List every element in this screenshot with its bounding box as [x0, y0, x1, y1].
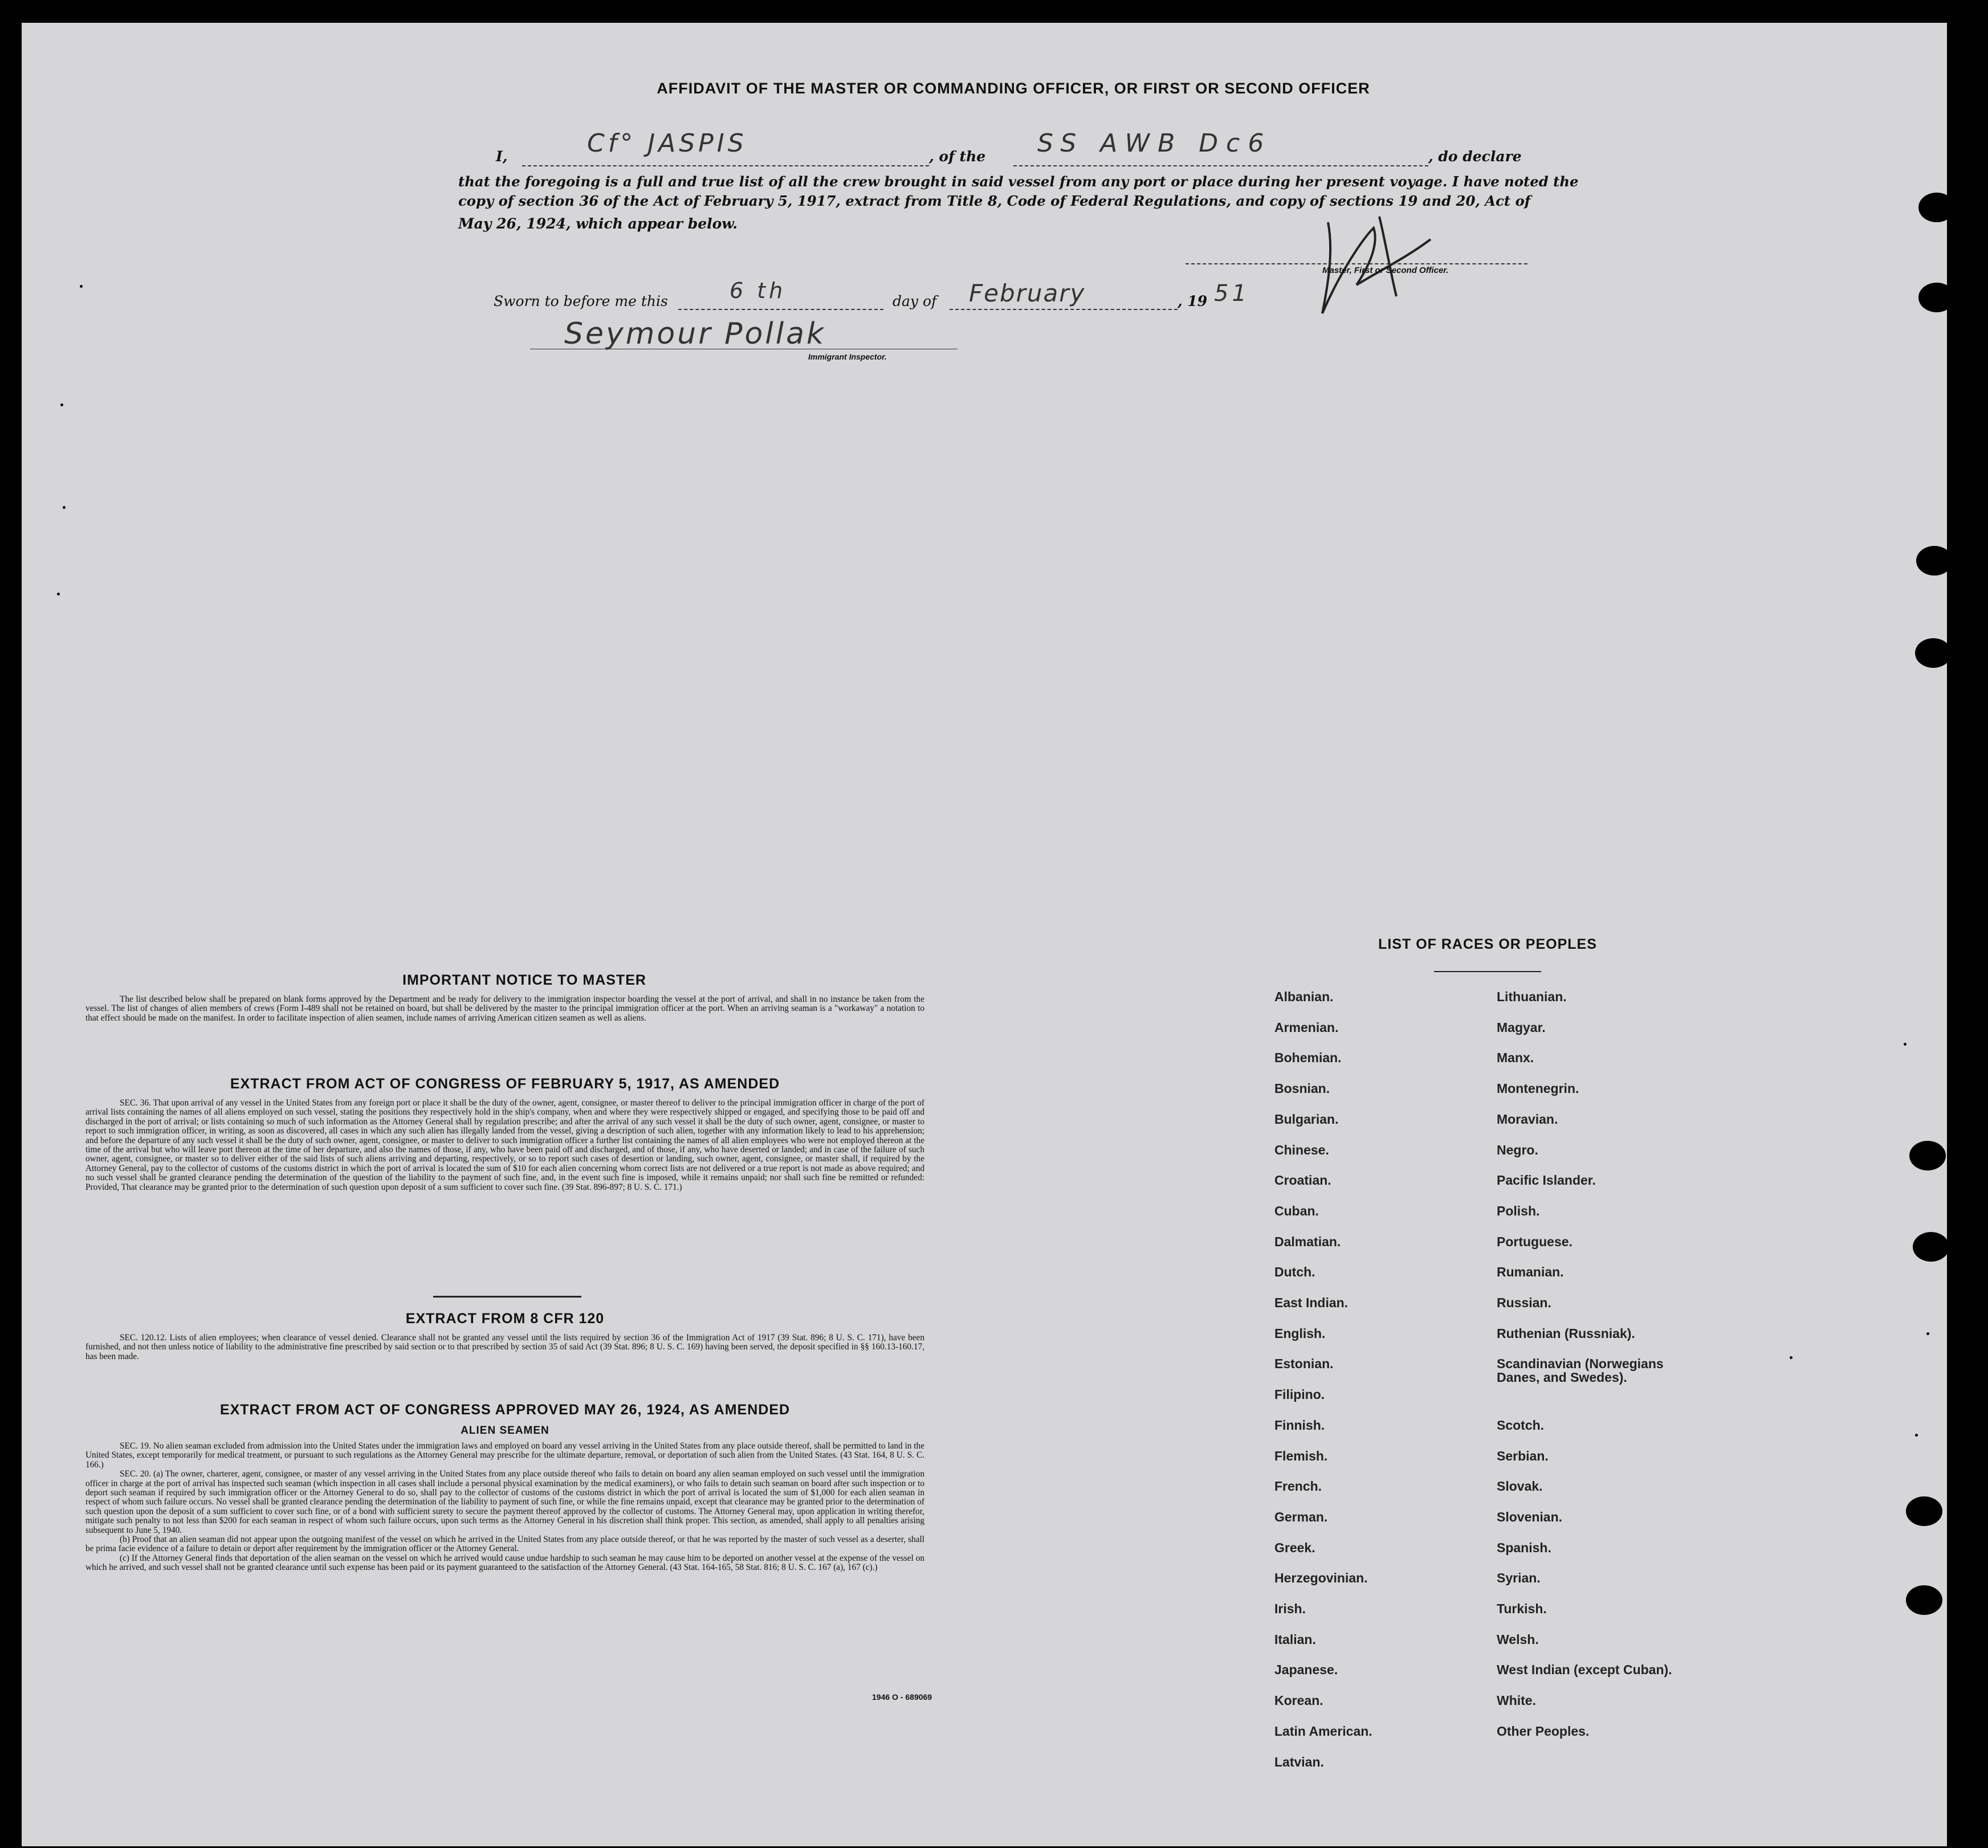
scan-speck [1915, 1434, 1918, 1437]
race-item: Rumanian. [1497, 1264, 1564, 1280]
race-item: Japanese. [1274, 1662, 1338, 1678]
punch-hole [1915, 638, 1952, 668]
affidavit-line1-prefix: I, [496, 148, 508, 165]
race-item: Welsh. [1497, 1631, 1539, 1647]
section-20c-paragraph: (c) If the Attorney General finds that deportation of the alien seaman on the vessel on which he arrived would cause undue hardship to such seaman he may cause him to be deported on another vessel at the expense of the vessel on which he arrived, and such vessel shall not be granted clearance until such expense has been paid or its payment guaranteed to the satisfaction of the Attorney General. (43 Stat. 164-165, 58 Stat. 816; 8 U. S. C. 167 (a), 167 (c).) [85, 1553, 924, 1573]
race-item: Scandinavian (Norwegians [1497, 1356, 1664, 1372]
punch-hole [1906, 1585, 1942, 1615]
race-item: Filipino. [1274, 1387, 1325, 1402]
section-20b-paragraph: (b) Proof that an alien seaman did not appear upon the outgoing manifest of the vessel on which he arrived in the United States from any place outside thereof, or that he was reported by the master of such vessel as a deserter, shall be prima facie evidence of a failure to detain or deport after requirement by the immigration officer or the Attorney General. [85, 1535, 924, 1554]
race-item: Pacific Islander. [1497, 1173, 1596, 1188]
race-item: Bulgarian. [1274, 1111, 1339, 1127]
race-item: Latin American. [1274, 1723, 1372, 1739]
punch-hole [1909, 1141, 1946, 1170]
race-item: Finnish. [1274, 1417, 1325, 1433]
race-item: Croatian. [1274, 1173, 1331, 1188]
handwritten-day: 6 th [730, 278, 787, 303]
affidavit-line2: that the foregoing is a full and true list of all the crew brought in said vessel from any port or place during her present voyage. I have noted the [458, 173, 1579, 190]
section-120-paragraph: SEC. 120.12. Lists of alien employees; when clearance of vessel denied. Clearance shall not be granted any vessel until the lists required by section 36 of the Immigration Act of 1917 (39 Stat. 896; 8 U. S. C. 171), have been furnished, and not then unless notice of liability to the administrative fine prescribed by said section or to that prescribed by section 35 of said Act (39 Stat. 896; 8 U. S. C. 169) having been served, the deposit specified in §§ 160.13-160.17, has been made. [85, 1333, 924, 1361]
inspector-caption: Immigrant Inspector. [808, 352, 887, 361]
scan-edge [1947, 0, 1988, 1848]
race-item: Irish. [1274, 1601, 1306, 1616]
race-item: Polish. [1497, 1203, 1540, 1218]
race-item: Korean. [1274, 1693, 1323, 1708]
race-item: Scotch. [1497, 1417, 1545, 1433]
race-item: Spanish. [1497, 1540, 1551, 1555]
race-item: Turkish. [1497, 1601, 1547, 1616]
master-signature [1294, 205, 1453, 319]
affidavit-line3: copy of section 36 of the Act of February 5, 1917, extract from Title 8, Code of Federal Regulations, and copy of sections 19 and 20, Act of [458, 193, 1531, 209]
punch-hole [1918, 193, 1955, 222]
master-signature-caption: Master, First or Second Officer. [1322, 266, 1449, 275]
print-code: 1946 O - 689069 [872, 1692, 932, 1702]
race-item: Ruthenian (Russniak). [1497, 1325, 1635, 1341]
race-item: Herzegovinian. [1274, 1570, 1368, 1586]
section-19-paragraph: SEC. 19. No alien seaman excluded from admission into the United States under the immigration laws and employed on board any vessel arriving in the United States from any place outside thereof, shall be permitted to land in the United States, except temporarily for medical treatment, or pursuant to such regulations as the Attorney General may prescribe for the ultimate departure, removal, or deportation of such alien from the United States. (43 Stat. 164, 8 U. S. C. 166.) [85, 1441, 924, 1470]
master-signature-line [1186, 263, 1527, 264]
race-item: Lithuanian. [1497, 989, 1567, 1004]
race-item: Flemish. [1274, 1448, 1328, 1463]
race-item: English. [1274, 1325, 1326, 1341]
race-item: German. [1274, 1509, 1328, 1524]
scan-speck [80, 285, 83, 288]
race-item: East Indian. [1274, 1295, 1349, 1310]
race-item: Danes, and Swedes). [1497, 1370, 1627, 1385]
race-item: Moravian. [1497, 1111, 1558, 1127]
extract-1924-title: EXTRACT FROM ACT OF CONGRESS APPROVED MAY 26, 1924, AS AMENDED [219, 1402, 791, 1418]
punch-hole [1918, 283, 1955, 312]
extract-cfr-text [85, 1333, 924, 1361]
affidavit-of-the: , of the [929, 148, 986, 165]
extract-1917-text [85, 1099, 924, 1192]
affidavit-do-declare: , do declare [1428, 148, 1522, 165]
races-title: LIST OF RACES OR PEOPLES [1378, 936, 1597, 952]
notice-text [85, 995, 924, 1023]
inspector-signature: Seymour Pollak [564, 317, 826, 351]
race-item: Dutch. [1274, 1264, 1315, 1280]
race-item: Syrian. [1497, 1570, 1541, 1586]
race-item: Slovak. [1497, 1479, 1543, 1494]
race-item: Other Peoples. [1497, 1723, 1590, 1739]
alien-seamen-subtitle: ALIEN SEAMEN [461, 1425, 549, 1437]
section-20a-paragraph: SEC. 20. (a) The owner, charterer, agent, consignee, or master of any vessel arriving in the United States from any place outside thereof who fails to detain on board any alien seaman employed on such vessel until the immigration officer in charge at the port of arrival has inspected such seaman (which inspection in all cases shall include a personal physical examination by the medical examiners), or who fails to detain such seaman on board after such inspection or to deport such seaman if required by such immigration officer or the Attorney General to do so, shall pay to the collector of customs of the customs district in which the port of arrival is located the sum of $1,000 for each alien seaman in respect of whom such failure occurs. No vessel shall be granted clearance pending the determination of the liability to payment of such fine, or while the fine remains unpaid, except that clearance may be granted prior to the determination of such question upon the deposit of a sum sufficient to cover such fine, or of a bond with sufficient surety to secure the payment thereof approved by the collector of customs. The Attorney General may, upon application in writing therefor, mitigate such penalty to not less than $200 for each seaman in respect of whom such failure occurs, upon such terms as the Attorney General in his discretion shall think proper. This section, as amended, shall apply to all penalties arising subsequent to June 5, 1940. [85, 1469, 924, 1535]
race-item: Serbian. [1497, 1448, 1549, 1463]
scan-speck [1926, 1332, 1929, 1335]
notice-title: IMPORTANT NOTICE TO MASTER [402, 972, 646, 988]
sworn-year-prefix: , 19 [1178, 293, 1208, 309]
race-item: Russian. [1497, 1295, 1551, 1310]
race-item: West Indian (except Cuban). [1497, 1662, 1672, 1678]
race-item: Greek. [1274, 1540, 1315, 1555]
punch-hole [1906, 1496, 1942, 1526]
extract-cfr-title: EXTRACT FROM 8 CFR 120 [405, 1311, 605, 1327]
scan-speck [63, 506, 66, 509]
race-item: Chinese. [1274, 1142, 1329, 1157]
sworn-prefix: Sworn to before me this [494, 293, 668, 309]
race-item: Bosnian. [1274, 1081, 1330, 1096]
notice-paragraph: The list described below shall be prepared on blank forms approved by the Department and be ready for delivery to the immigration inspector boarding the vessel at the port of arrival, and shall in no instance be taken from the vessel. The list of changes of alien members of crews (Form I-489 shall not be retained on board, but shall be delivered by the master to the principal immigration officer at the port. When an arriving seaman is a "workaway" a notation to that effect should be made on the manifest. In order to facilitate inspection of alien seamen, include names of arriving American citizen seamen as well as aliens. [85, 994, 924, 1023]
race-item: Albanian. [1274, 989, 1334, 1004]
scan-speck [1790, 1356, 1793, 1359]
race-item: Magyar. [1497, 1019, 1546, 1035]
punch-hole [1916, 546, 1953, 576]
vessel-name-blank [1013, 165, 1428, 166]
race-item: Manx. [1497, 1050, 1534, 1066]
race-item: French. [1274, 1479, 1322, 1494]
scan-speck [57, 593, 60, 595]
scan-speck [60, 403, 63, 406]
handwritten-month: February [969, 279, 1086, 307]
sworn-day-of: day of [893, 293, 937, 309]
races-title-rule [1434, 971, 1541, 972]
affidavit-line4: May 26, 1924, which appear below. [458, 215, 738, 232]
affidavit-title: AFFIDAVIT OF THE MASTER OR COMMANDING OFFICER, OR FIRST OR SECOND OFFICER [657, 80, 1370, 97]
race-item: Dalmatian. [1274, 1234, 1341, 1249]
section-36-paragraph: SEC. 36. That upon arrival of any vessel in the United States from any foreign port or place it shall be the duty of the owner, agent, consignee, or master thereof to deliver to the principal immigration officer in charge of the port of arrival lists containing the names of all aliens employed on such vessel, stating the positions they respectively hold in the ship's company, when and where they were respectively shipped or engaged, and specifying those to be paid off and discharged in the port of arrival; or lists containing so much of such information as the Attorney General shall by regulation prescribe; and after the arrival of any such vessel it shall be the duty of such owner, agent, consignee, or master to report to such immigration officer, in writing, as soon as discovered, all cases in which any such alien has illegally landed from the vessel, giving a description of such alien, together with any information likely to lead to his apprehension; and before the departure of any such vessel it shall be the duty of such owner, agent, consignee, or master to deliver to such immigration officer a further list containing the names of all alien employees who were not employed thereon at the time of the arrival but who will leave port thereon at the time of her departure, and also the names of those, if any, who have been paid off and discharged, and of those, if any, who have deserted or landed; and in case of the failure of such owner, agent, consignee, or master so to deliver either of the said lists of such aliens arriving and departing, respectively, or so to report such cases of desertion or landing, such owner, agent, consignee, or master shall, if required by the Attorney General, pay to the collector of customs of the customs district in which the port of arrival is located the sum of $10 for each alien concerning whom correct lists are not delivered or a true report is not made as above required; and no such vessel shall be granted clearance pending the determination of the question of the liability to the payment of such fine, and, in the event such fine is imposed, while it remains unpaid; nor shall such fine be remitted or refunded: Provided, That clearance may be granted prior to the determination of such question upon deposit of a sum sufficient to cover such fine. (39 Stat. 896-897; 8 U. S. C. 171.) [85, 1098, 924, 1192]
scan-speck [1904, 1043, 1906, 1046]
handwritten-vessel-name: SS AWB Dc6 [1037, 129, 1272, 158]
sworn-month-blank [950, 309, 1178, 310]
punch-hole [1913, 1232, 1949, 1262]
section-divider [433, 1296, 581, 1298]
extract-1917-title: EXTRACT FROM ACT OF CONGRESS OF FEBRUARY 5, 1917, AS AMENDED [230, 1076, 780, 1092]
extract-1924-text [85, 1442, 924, 1573]
master-name-blank [522, 165, 929, 166]
race-item: Slovenian. [1497, 1509, 1563, 1524]
race-item: Italian. [1274, 1631, 1316, 1647]
race-item: Montenegrin. [1497, 1081, 1579, 1096]
race-item: Armenian. [1274, 1019, 1339, 1035]
race-item: Cuban. [1274, 1203, 1319, 1218]
race-item: Portuguese. [1497, 1234, 1573, 1249]
race-item: White. [1497, 1693, 1536, 1708]
handwritten-master-name: Cf° JASPIS [587, 129, 747, 158]
race-item: Latvian. [1274, 1754, 1324, 1769]
race-item: Negro. [1497, 1142, 1538, 1157]
race-item: Bohemian. [1274, 1050, 1342, 1066]
race-item: Estonian. [1274, 1356, 1334, 1372]
sworn-day-blank [678, 309, 883, 310]
handwritten-year: 51 [1214, 280, 1250, 307]
